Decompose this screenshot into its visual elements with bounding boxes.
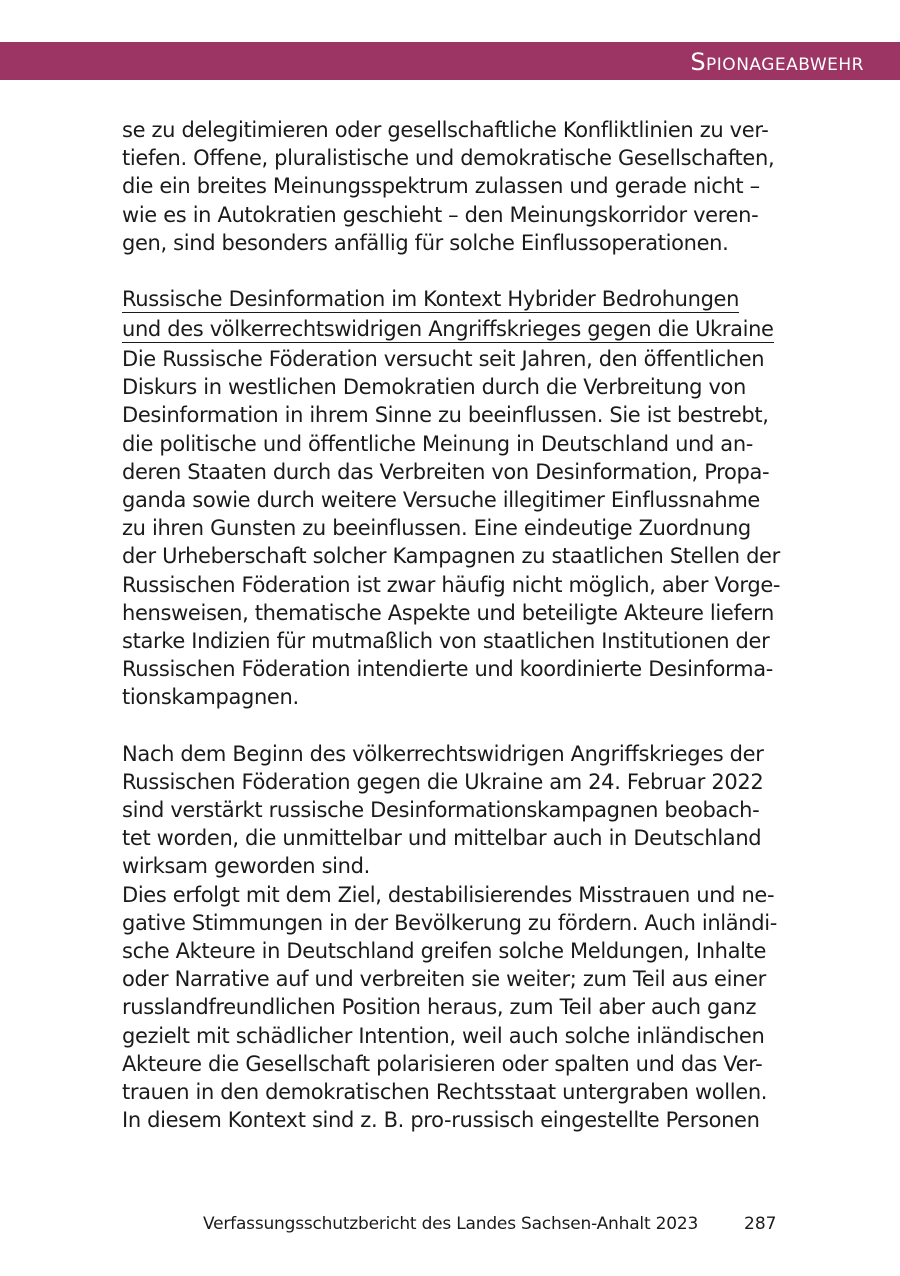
- text-line: hensweisen, thematische Aspekte und beteiligte Akteure liefern: [122, 600, 774, 625]
- text-line: die ein breites Meinungsspektrum zulassen und gerade nicht –: [122, 174, 760, 199]
- text-line: starke Indizien für mutmaßlich von staatlichen Institutionen der: [122, 629, 770, 654]
- text-line: deren Staaten durch das Verbreiten von Desinformation, Propa-: [122, 459, 770, 484]
- text-line: gative Stimmungen in der Bevölkerung zu fördern. Auch inländi-: [122, 910, 777, 935]
- text-line: Russischen Föderation intendierte und koordinierte Desinforma-: [122, 657, 773, 682]
- subheading-line: Russische Desinformation im Kontext Hybrider Bedrohungen: [122, 287, 740, 312]
- paragraph-1: [122, 116, 782, 257]
- text-line: se zu delegitimieren oder gesellschaftliche Konfliktlinien zu ver-: [122, 118, 769, 142]
- paragraph-2: [122, 345, 782, 712]
- text-line: gen, sind besonders anfällig für solche Einflussoperationen.: [122, 230, 729, 255]
- text-line: oder Narrative auf und verbreiten sie weiter; zum Teil aus einer: [122, 967, 766, 992]
- text-line: In diesem Kontext sind z. B. pro-russisch eingestellte Personen: [122, 1108, 760, 1133]
- text-line: Russischen Föderation gegen die Ukraine am 24. Februar 2022: [122, 769, 764, 794]
- text-line: sche Akteure in Deutschland greifen solche Meldungen, Inhalte: [122, 939, 767, 964]
- text-line: wirksam geworden sind.: [122, 854, 370, 879]
- text-line: tet worden, die unmittelbar und mittelbar auch in Deutschland: [122, 826, 762, 851]
- text-line: wie es in Autokratien geschieht – den Meinungskorridor veren-: [122, 202, 759, 227]
- text-line: russlandfreundlichen Position heraus, zum Teil aber auch ganz: [122, 995, 757, 1020]
- text-line: der Urheberschaft solcher Kampagnen zu staatlichen Stellen der: [122, 544, 780, 569]
- page-body: [122, 116, 782, 1135]
- paragraph-3: [122, 740, 782, 881]
- text-line: Desinformation in ihrem Sinne zu beeinflussen. Sie ist bestrebt,: [122, 403, 769, 428]
- text-line: Diskurs in westlichen Demokratien durch die Verbreitung von: [122, 375, 747, 400]
- subheading: [122, 285, 782, 345]
- page-number: 287: [744, 1214, 777, 1234]
- section-title: Spionageabwehr: [690, 48, 864, 76]
- text-line: sind verstärkt russische Desinformationskampagnen beobach-: [122, 798, 760, 823]
- text-line: trauen in den demokratischen Rechtsstaat untergraben wollen.: [122, 1080, 768, 1105]
- text-line: Russischen Föderation ist zwar häufig nicht möglich, aber Vorge-: [122, 572, 781, 597]
- text-line: die politische und öffentliche Meinung in Deutschland und an-: [122, 431, 754, 456]
- section-header-band: [0, 42, 900, 80]
- text-line: Die Russische Föderation versucht seit Jahren, den öffentlichen: [122, 347, 765, 372]
- text-line: Nach dem Beginn des völkerrechtswidrigen Angriffskrieges der: [122, 741, 764, 766]
- text-line: tiefen. Offene, pluralistische und demokratische Gesellschaften,: [122, 146, 775, 171]
- text-line: zu ihren Gunsten zu beeinflussen. Eine eindeutige Zuordnung: [122, 516, 751, 541]
- text-line: ganda sowie durch weitere Versuche illegitimer Einflussnahme: [122, 488, 760, 513]
- text-line: tionskampagnen.: [122, 685, 299, 710]
- footer-publication-title: Verfassungsschutzbericht des Landes Sachsen-Anhalt 2023: [203, 1214, 699, 1234]
- paragraph-4: [122, 881, 782, 1135]
- subheading-line: und des völkerrechtswidrigen Angriffskrieges gegen die Ukraine: [122, 317, 774, 342]
- text-line: Akteure die Gesellschaft polarisieren oder spalten und das Ver-: [122, 1051, 763, 1076]
- text-line: gezielt mit schädlicher Intention, weil auch solche inländischen: [122, 1023, 765, 1048]
- text-line: Dies erfolgt mit dem Ziel, destabilisierendes Misstrauen und ne-: [122, 882, 775, 907]
